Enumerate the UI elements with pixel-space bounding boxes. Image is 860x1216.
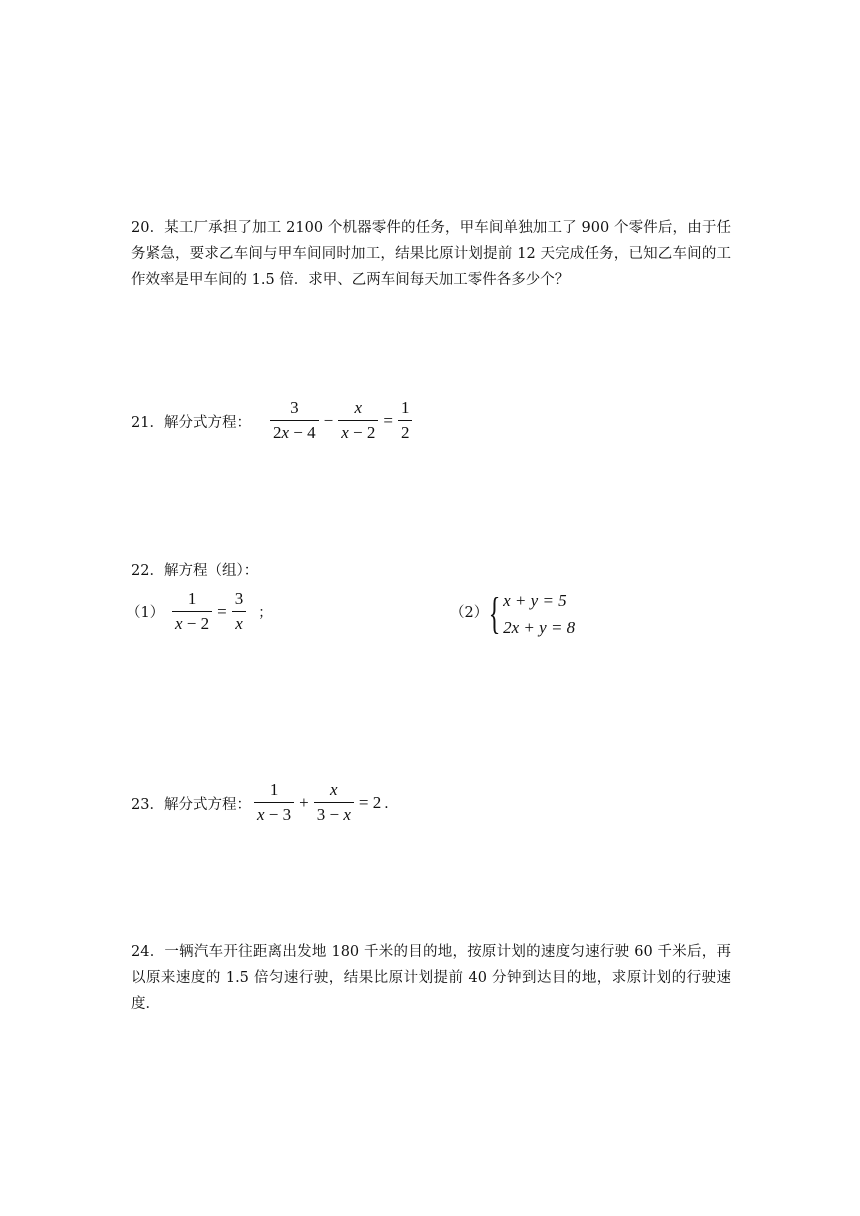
question-21-equation: $\frac{3}{2x - 4}$ − $\frac{x}{x - 2}$ = $\frac{1}{2}$: [268, 398, 414, 443]
fraction: $\frac{3}{x}$: [232, 589, 247, 634]
question-22-part2-label: （2）: [450, 605, 489, 621]
question-21-label: 21．解分式方程：: [131, 415, 251, 431]
question-22-part2-system: { x + y = 5 2x + y = 8: [488, 589, 576, 638]
fraction: $\frac{1}{x - 2}$: [172, 589, 212, 634]
left-brace-icon: {: [488, 589, 501, 638]
fraction: $\frac{3}{2x - 4}$: [270, 398, 319, 443]
question-20: 20．某工厂承担了加工 2100 个机器零件的任务，甲车间单独加工了 900 个零件后，由于任务紧急，要求乙车间与甲车间同时加工，结果比原计划提前 12 天完成任务，已知乙车间的工作效率是甲车间的 1.5 倍．求甲、乙两车间每天加工零件各多少个？: [131, 220, 731, 288]
question-22-label: 22．解方程（组）：: [131, 563, 259, 579]
question-23-label: 23．解分式方程：: [131, 797, 251, 813]
fraction: $\frac{x}{3 - x}$: [314, 780, 354, 825]
question-23-equation: $\frac{1}{x - 3}$ + $\frac{x}{3 - x}$ = 2 ．: [252, 780, 398, 825]
question-24: 24．一辆汽车开往距离出发地 180 千米的目的地，按原计划的速度匀速行驶 60 千米后，再以原来速度的 1.5 倍匀速行驶，结果比原计划提前 40 分钟到达目的地，求原计划的行驶速度．: [131, 944, 731, 1012]
fraction: $\frac{1}{x - 3}$: [254, 780, 294, 825]
question-22-part1-label: （1）: [126, 605, 165, 621]
fraction: $\frac{1}{2}$: [398, 398, 413, 443]
question-22-part1-equation: $\frac{1}{x - 2}$ = $\frac{3}{x}$ ；: [170, 589, 272, 634]
fraction: $\frac{x}{x - 2}$: [338, 398, 378, 443]
